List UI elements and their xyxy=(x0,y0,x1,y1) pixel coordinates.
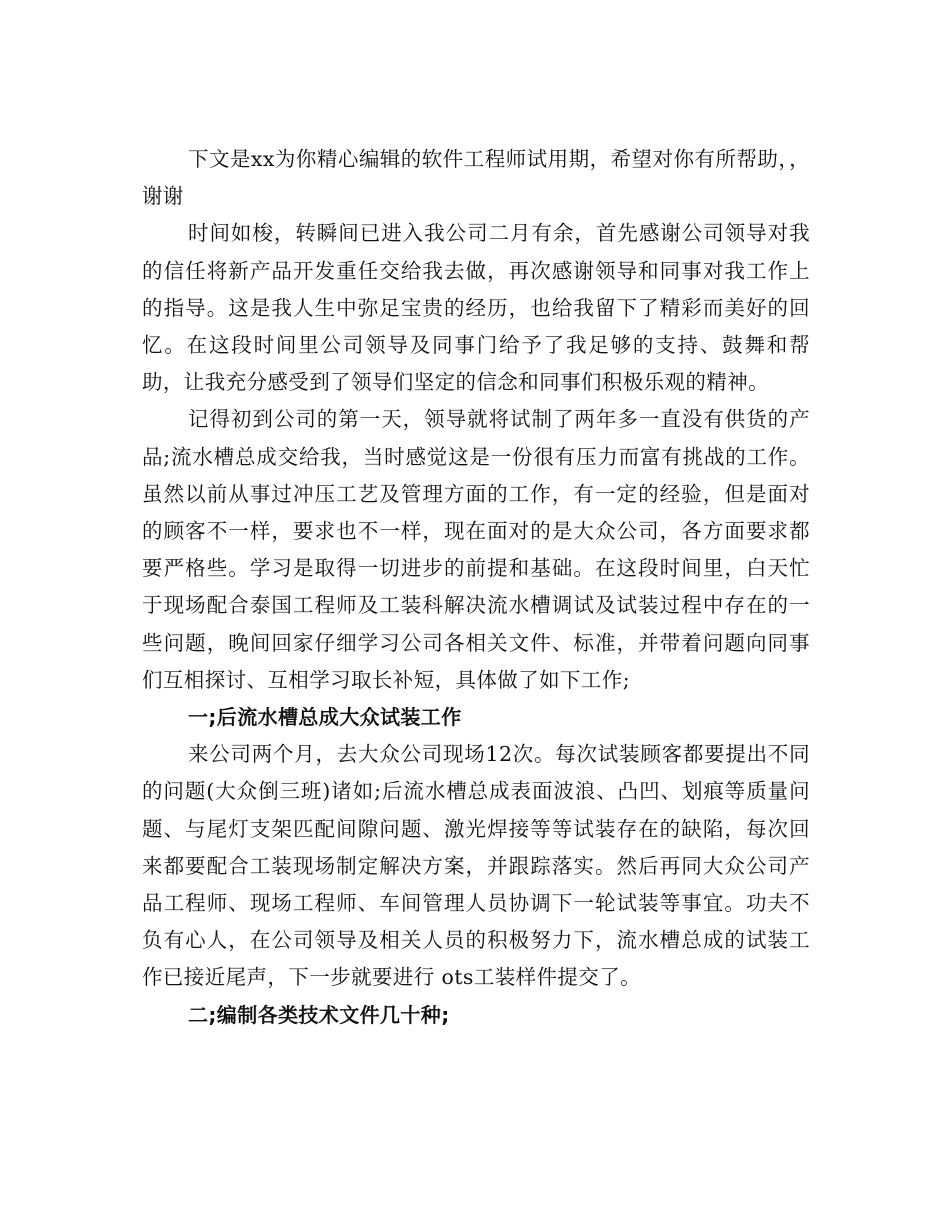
gratitude-paragraph: 时间如梭，转瞬间已进入我公司二月有余，首先感谢公司领导对我的信任将新产品开发重任交给我去做，再次感谢领导和同事对我工作上的指导。这是我人生中弥足宝贵的经历，也给我留下了精彩而美好的回忆。在这段时间里公司领导及同事门给予了我足够的支持、鼓舞和帮助，让我充分感受到了领导们坚定的信念和同事们积极乐观的精神。 xyxy=(142,221,810,395)
section-heading-2: 二;编制各类技术文件几十种; xyxy=(188,1002,450,1027)
trial-work-paragraph: 来公司两个月，去大众公司现场12次。每次试装顾客都要提出不同的问题(大众倒三班)诸如;后流水槽总成表面波浪、凸凹、划痕等质量问题、与尾灯支架匹配间隙问题、激光焊接等等试装存在的缺陷，每次回来都要配合工装现场制定解决方案，并跟踪落实。然后再同大众公司产品工程师、现场工程师、车间管理人员协调下一轮试装等事宜。功夫不负有心人，在公司领导及相关人员的积极努力下，流水槽总成的试装工作已接近尾声，下一步就要进行 ots工装样件提交了。 xyxy=(142,742,810,990)
first-day-paragraph: 记得初到公司的第一天，领导就将试制了两年多一直没有供货的产品;流水槽总成交给我，当时感觉这是一份很有压力而富有挑战的工作。虽然以前从事过冲压工艺及管理方面的工作，有一定的经验，但是面对的顾客不一样，要求也不一样，现在面对的是大众公司，各方面要求都要严格些。学习是取得一切进步的前提和基础。在这段时间里，白天忙于现场配合泰国工程师及工装科解决流水槽调试及试装过程中存在的一些问题，晚间回家仔细学习公司各相关文件、标准，并带着问题向同事们互相探讨、互相学习取长补短，具体做了如下工作; xyxy=(142,407,810,692)
section-heading-1: 一;后流水槽总成大众试装工作 xyxy=(188,705,462,730)
document-body xyxy=(142,141,810,1034)
intro-paragraph: 下文是xx为你精心编辑的软件工程师试用期，希望对你有所帮助，，谢谢 xyxy=(142,147,810,209)
